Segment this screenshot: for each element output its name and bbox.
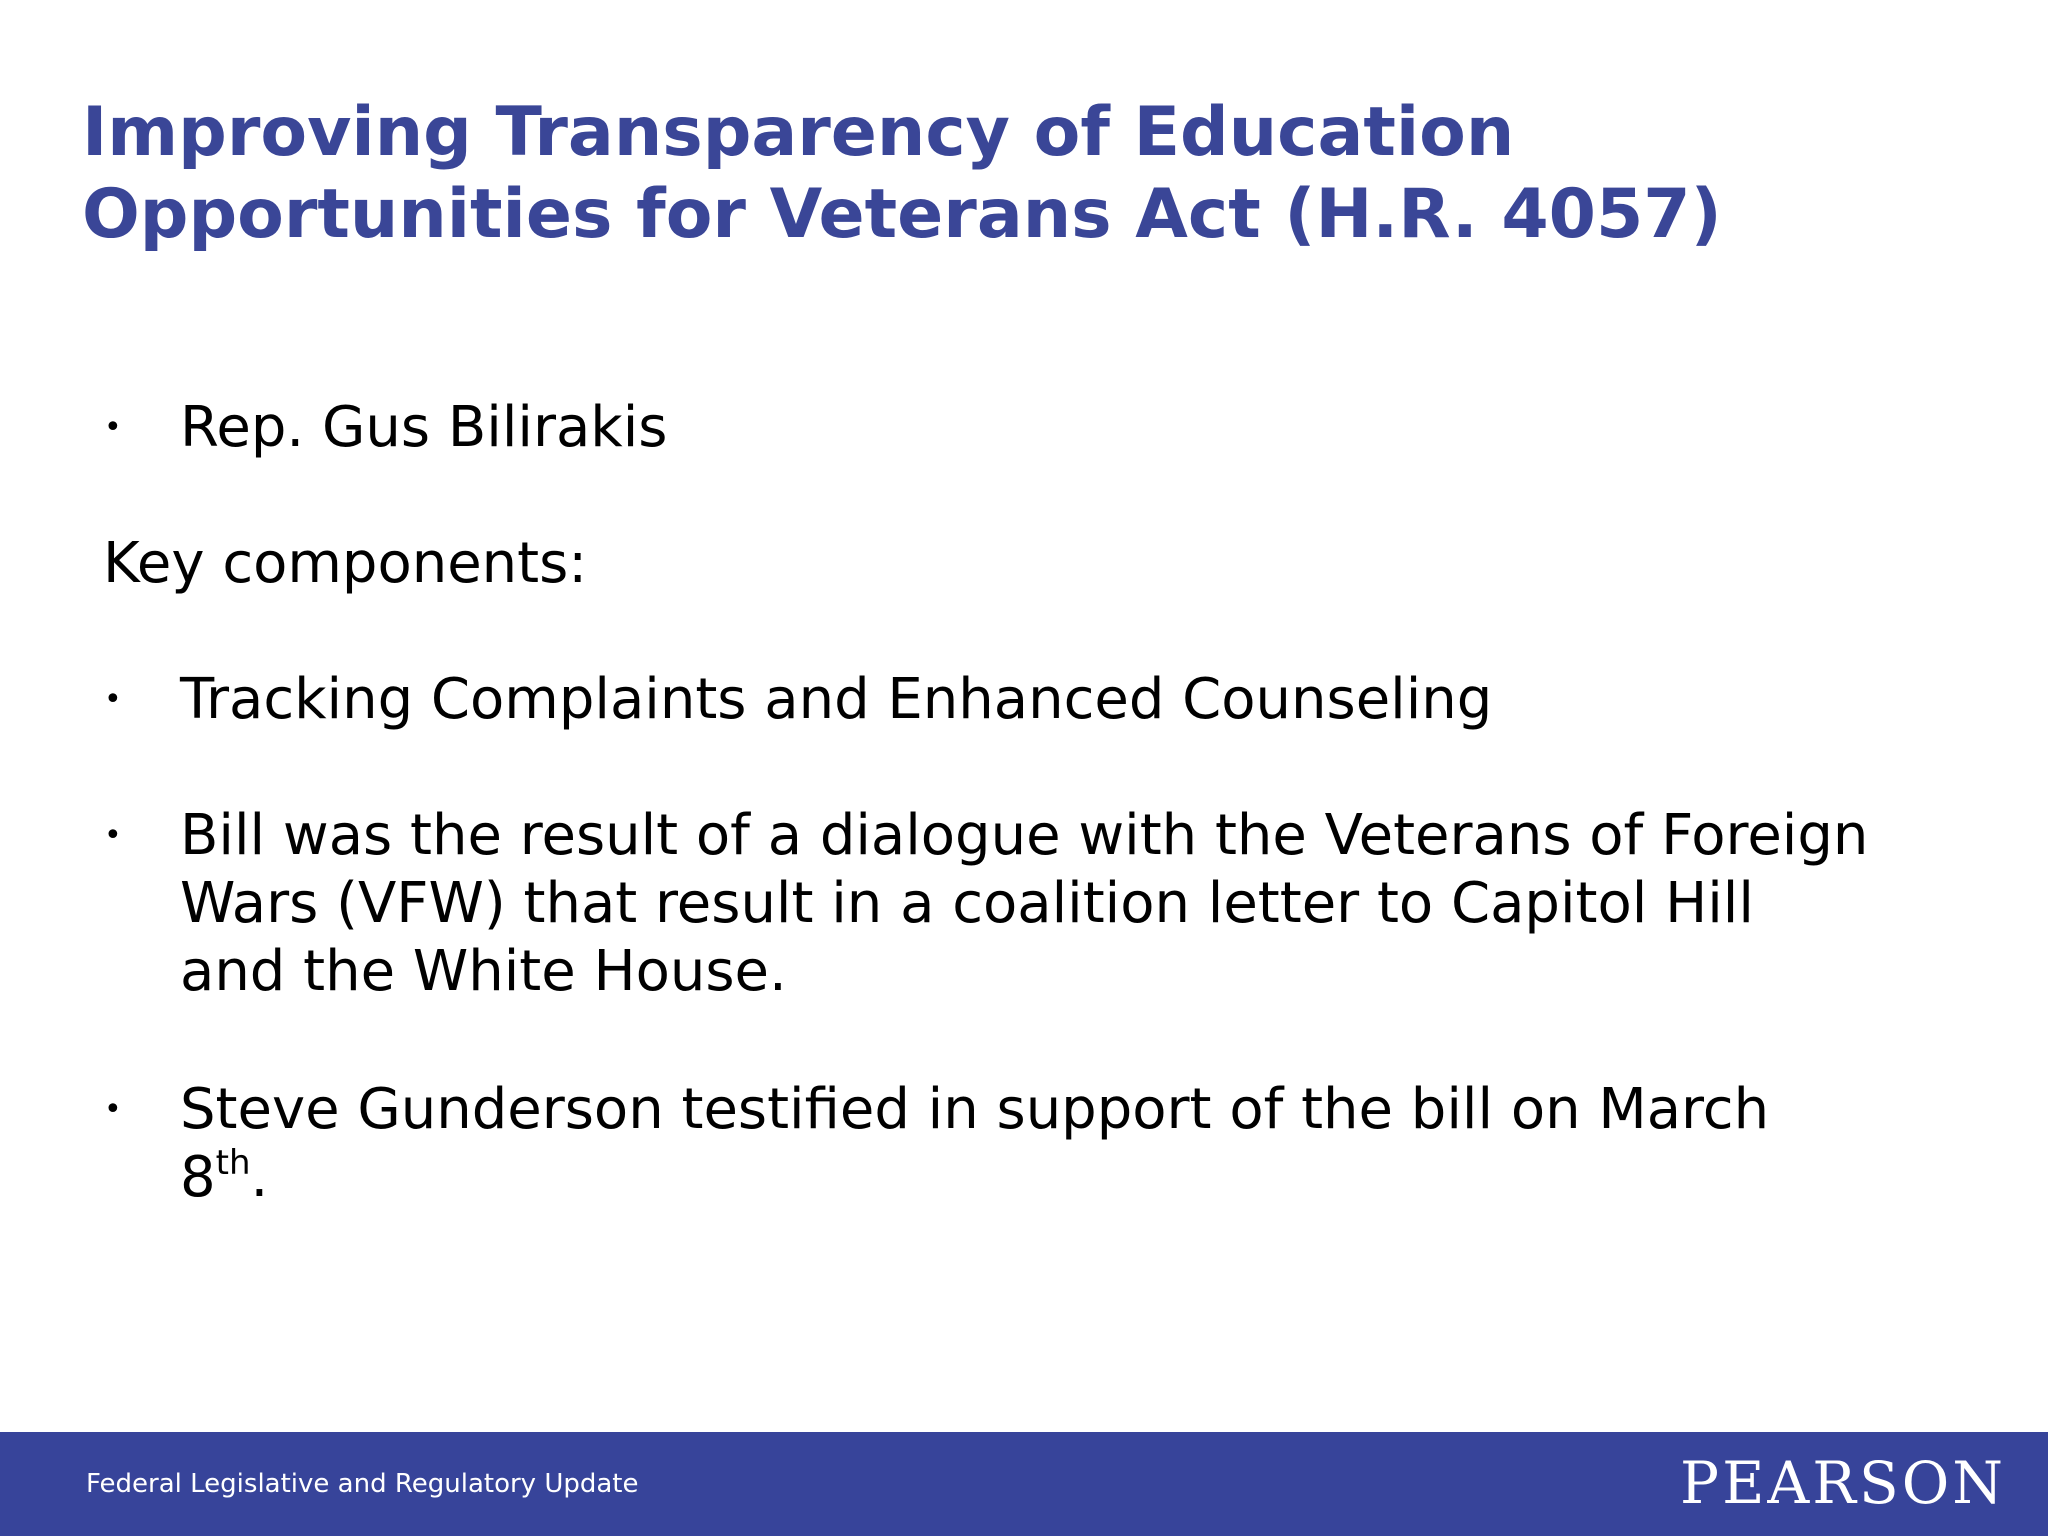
footer-text: Federal Legislative and Regulatory Update — [86, 1469, 639, 1499]
testimony-period: . — [250, 1145, 269, 1210]
bullet-tracking-line: Tracking Complaints and Enhanced Counseling — [180, 667, 1493, 732]
bullet-marker: • — [104, 682, 122, 717]
bullet-tracking-text — [180, 666, 1960, 734]
slide-title-line-2: Opportunities for Veterans Act (H.R. 4057) — [82, 175, 1722, 254]
bullet-dialogue-line-3: and the White House. — [180, 939, 787, 1004]
key-components-label: Key components: — [103, 531, 588, 596]
footer-bar — [0, 1432, 2048, 1536]
bullet-marker: • — [104, 410, 122, 445]
bullet-testimony-text — [180, 1076, 1960, 1212]
bullet-testimony-line-2 — [180, 1144, 1960, 1212]
bullet-dialogue-text — [180, 802, 1960, 1006]
bullet-sponsor-text — [180, 394, 1960, 462]
bullet-testimony-line-1: Steve Gunderson testified in support of the bill on March — [180, 1077, 1770, 1142]
testimony-day-suffix: th — [215, 1143, 251, 1183]
bullet-dialogue-line-1: Bill was the result of a dialogue with the Veterans of Foreign — [180, 803, 1869, 868]
sponsor-name: Rep. Gus Bilirakis — [180, 395, 668, 460]
bullet-marker: • — [104, 1092, 122, 1127]
pearson-logo: PEARSON — [1680, 1449, 2006, 1517]
testimony-day: 8 — [180, 1145, 216, 1210]
bullet-marker: • — [104, 818, 122, 853]
slide-title — [82, 92, 1962, 256]
bullet-dialogue-line-2: Wars (VFW) that result in a coalition letter to Capitol Hill — [180, 871, 1754, 936]
slide-title-line-1: Improving Transparency of Education — [82, 93, 1515, 172]
